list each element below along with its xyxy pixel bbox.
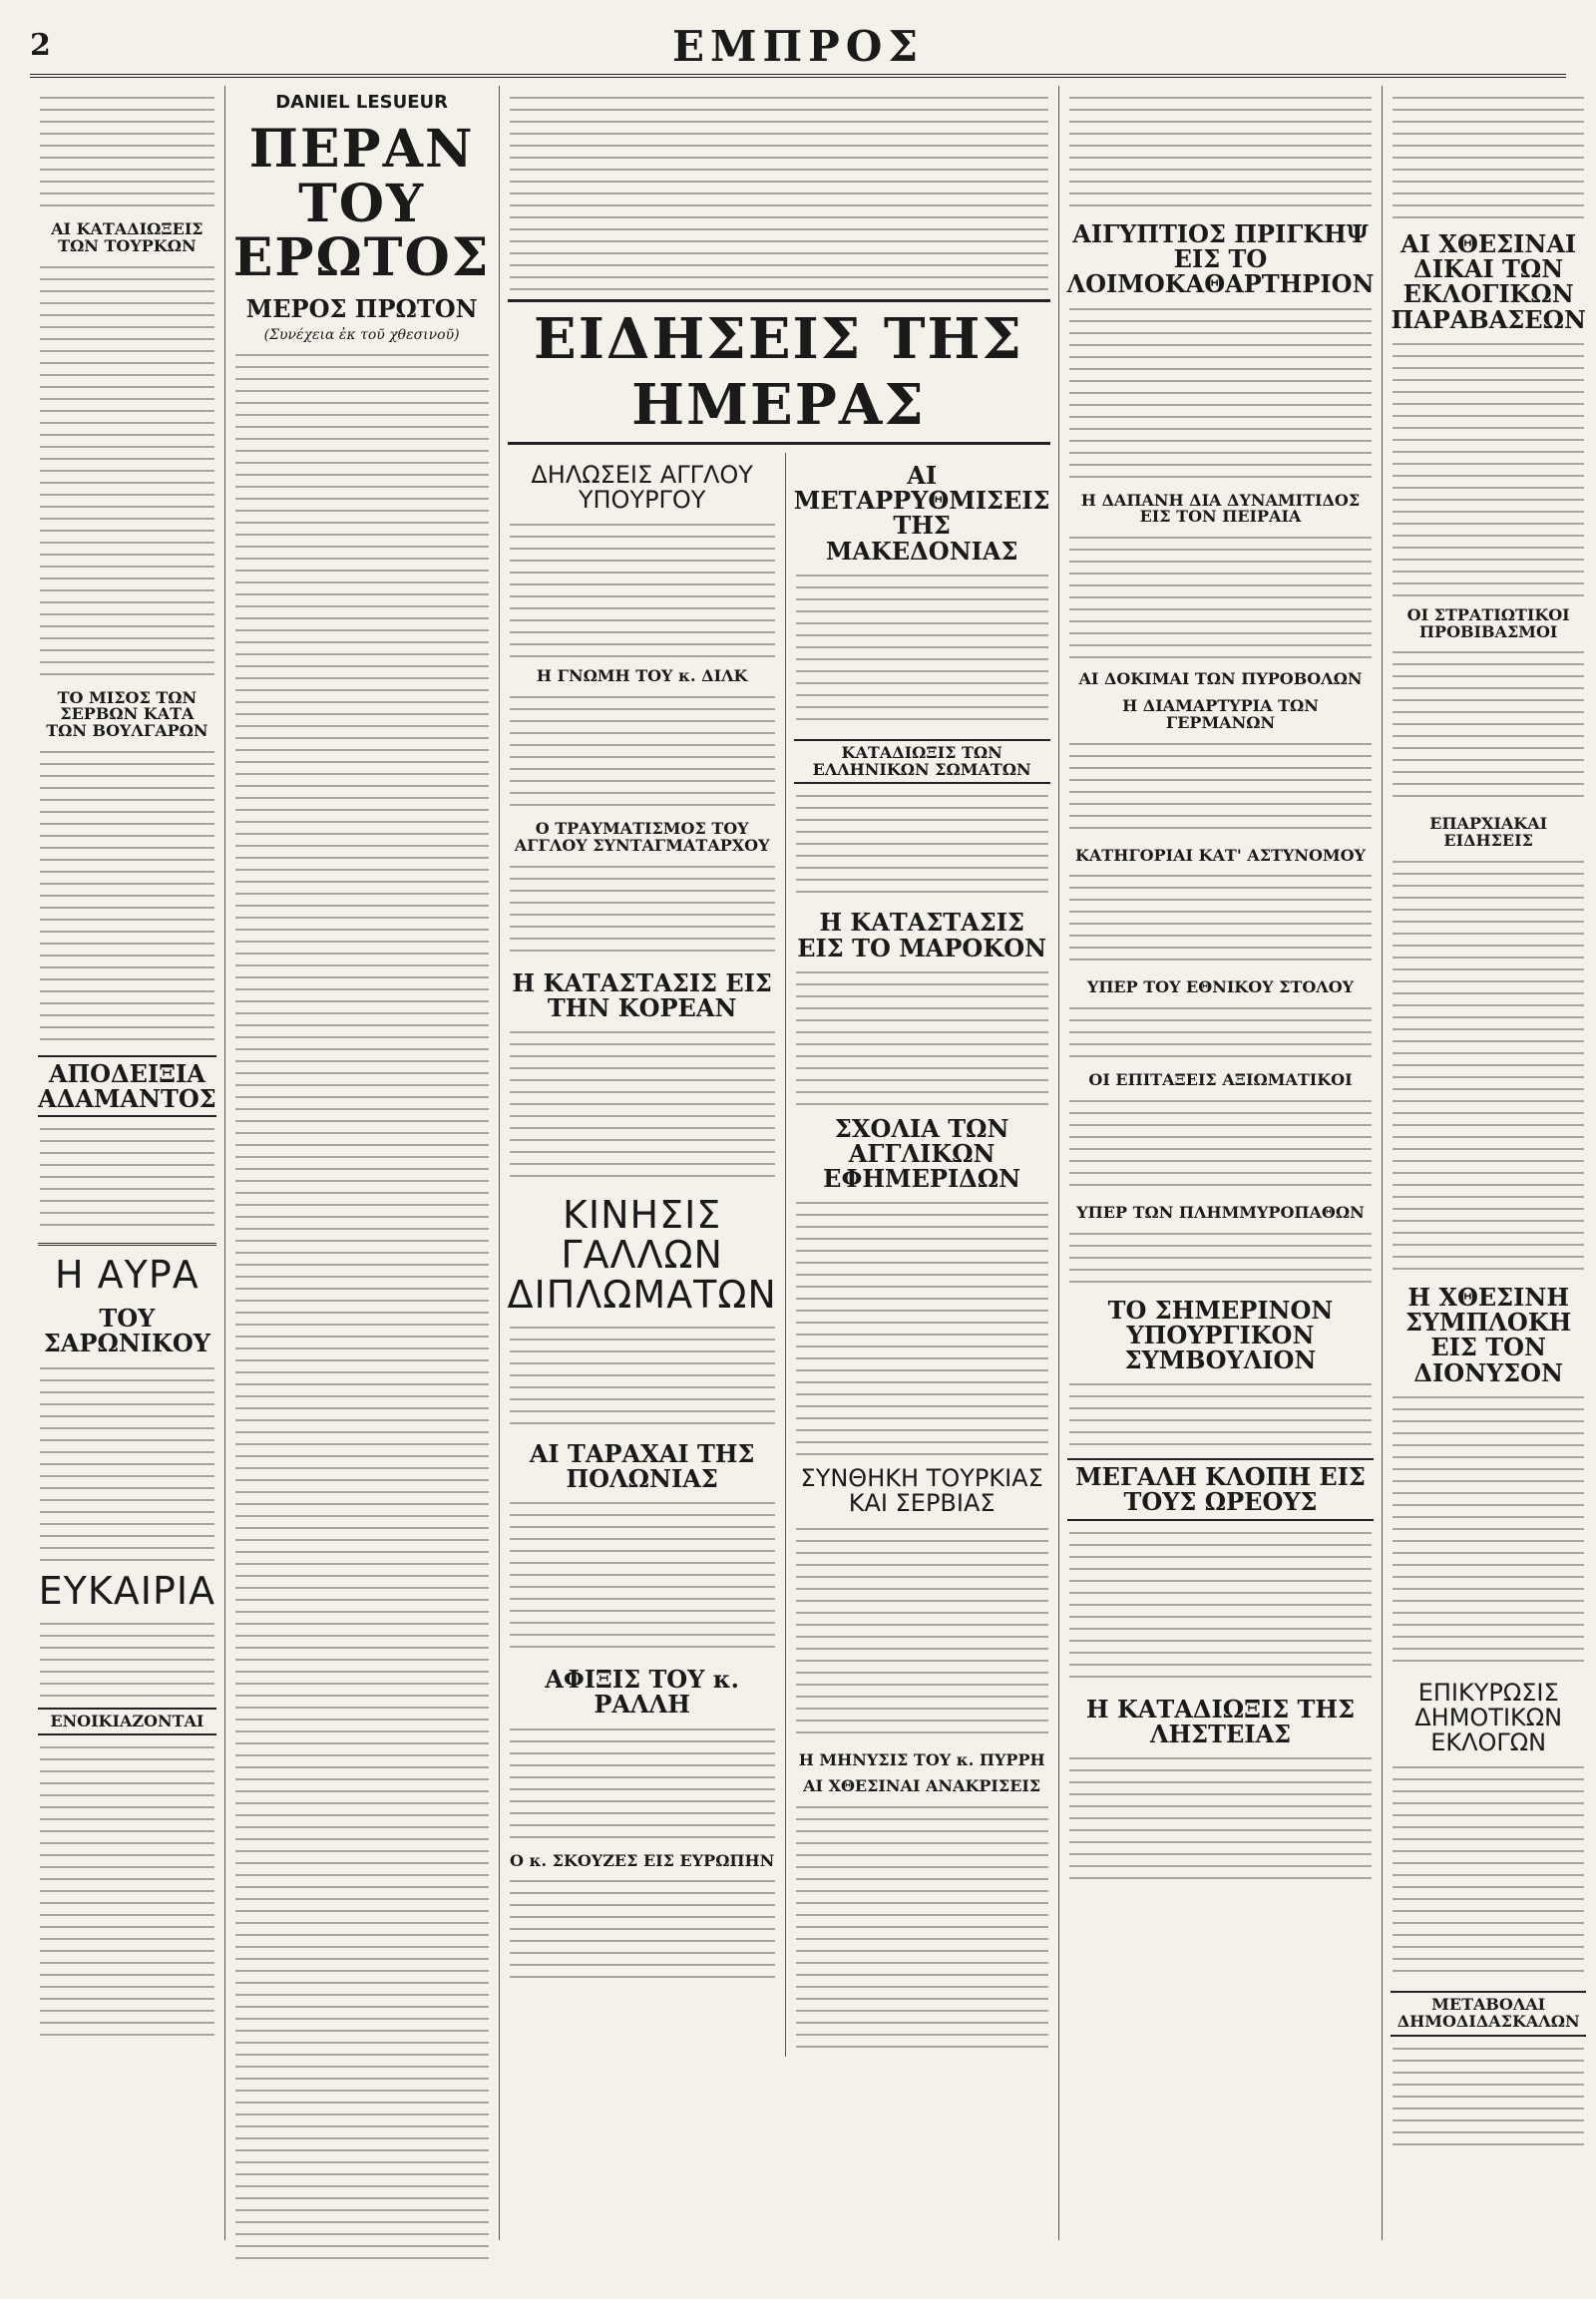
serial-body [235,349,489,2264]
article-body [1069,303,1373,483]
article-body [1393,92,1583,221]
article-body [510,92,1048,291]
article-body [1393,856,1583,1275]
headline: Η ΚΑΤΑΣΤΑΣΙΣ ΕΙΣ ΤΟ ΜΑΡΟΚΟΝ [797,908,1047,962]
headline: ΥΠΕΡ ΤΟΥ ΕΘΝΙΚΟΥ ΣΤΟΛΟΥ [1086,977,1355,997]
article-body [510,691,775,811]
column-5 [1059,86,1384,2240]
column-2 [225,86,500,2240]
article-body [1069,1095,1373,1195]
article-body [510,519,775,658]
headline: ΑΙ ΤΑΡΑΧΑΙ ΤΗΣ ΠΟΛΩΝΙΑΣ [529,1438,755,1493]
article-body [40,261,214,680]
headline: Η ΧΘΕΣΙΝΗ ΣΥΜΠΛΟΚΗ ΕΙΣ ΤΟΝ ΔΙΟΝΥΣΟΝ [1404,1282,1572,1387]
article-body [1069,92,1373,211]
headline: ΣΥΝΘΗΚΗ ΤΟΥΡΚΙΑΣ ΚΑΙ ΣΕΡΒΙΑΣ [800,1464,1043,1518]
article-body [510,1724,775,1843]
article-body [796,1801,1048,2051]
headline: ΑΙ ΚΑΤΑΔΙΩΞΕΙΣ ΤΩΝ ΤΟΥΡΚΩΝ [51,219,203,255]
article-body [796,1523,1048,1742]
headline: ΔΗΛΩΣΕΙΣ ΑΓΓΛΟΥ ΥΠΟΥΡΓΟΥ [531,461,753,515]
headline: ΟΙ ΕΠΙΤΑΞΕΙΣ ΑΞΙΩΜΑΤΙΚΟΙ [1088,1070,1353,1090]
headline: ΚΙΝΗΣΙΣ ΓΑΛΛΩΝ ΔΙΠΛΩΜΑΤΩΝ [507,1193,777,1317]
article-body [796,1197,1048,1456]
serial-title: ΠΕΡΑΝ ΤΟΥ ΕΡΩΤΟΣ [232,119,491,289]
headline: Ο κ. ΣΚΟΥΖΕΣ ΕΙΣ ΕΥΡΩΠΗΝ [510,1850,775,1870]
headline: ΤΟΥ ΣΑΡΩΝΙΚΟΥ [43,1304,210,1358]
headline: ΕΠΑΡΧΙΑΚΑΙ ΕΙΔΗΣΕΙΣ [1429,814,1548,851]
headline: ΟΙ ΣΤΡΑΤΙΩΤΙΚΟΙ ΠΡΟΒΙΒΑΣΜΟΙ [1406,604,1570,641]
newspaper-title: ΕΜΠΡΟΣ [671,22,925,71]
article-body [1393,1761,1583,1981]
headline: ΑΙΓΥΠΤΙΟΣ ΠΡΙΓΚΗΨ ΕΙΣ ΤΟ ΛΟΙΜΟΚΑΘΑΡΤΗΡΙΟΝ [1066,219,1375,299]
article-body [1393,646,1583,806]
news-column-a [508,453,786,2057]
headline: Η ΚΑΤΑΔΙΩΞΙΣ ΤΗΣ ΛΗΣΤΕΙΑΣ [1085,1694,1356,1748]
page-number: 2 [30,28,51,63]
article-body [40,92,214,211]
article-body [1069,1228,1373,1288]
article-body [1393,338,1583,597]
headline: ΕΠΙΚΥΡΩΣΙΣ ΔΗΜΟΤΙΚΩΝ ΕΚΛΟΓΩΝ [1414,1678,1563,1757]
article-body [40,746,214,1045]
headline: ΜΕΤΑΒΟΛΑΙ ΔΗΜΟΔΙΔΑΣΚΑΛΩΝ [1391,1991,1585,2037]
article-body [40,1618,214,1698]
headline: Η ΚΑΤΑΣΤΑΣΙΣ ΕΙΣ ΤΗΝ ΚΟΡΕΑΝ [512,967,772,1022]
article-body [40,1362,214,1562]
headline: ΕΥΚΑΙΡΙΑ [38,1568,216,1613]
article-body [1393,2043,1583,2152]
article-body [510,861,775,960]
article-body [510,1026,775,1186]
column-6 [1383,86,1593,2240]
article-body [1069,1752,1373,1882]
headline: Η ΔΑΠΑΝΗ ΔΙΑ ΔΥΝΑΜΙΤΙΔΟΣ ΕΙΣ ΤΟΝ ΠΕΙΡΑΙΑ [1080,490,1361,527]
article-body [1393,1391,1583,1671]
article-body [1069,738,1373,838]
article-body [40,1741,214,2041]
headline: ΑΙ ΔΟΚΙΜΑΙ ΤΩΝ ΠΥΡΟΒΟΛΩΝ [1078,669,1363,689]
headline: Η ΓΝΩΜΗ ΤΟΥ κ. ΔΙΛΚ [536,666,748,686]
headline: ΜΕΓΑΛΗ ΚΛΟΠΗ ΕΙΣ ΤΟΥΣ ΩΡΕΟΥΣ [1067,1458,1375,1520]
article-body [1069,1527,1373,1687]
headline: ΑΠΟΔΕΙΞΙΑ ΑΔΑΜΑΝΤΟΣ [38,1055,216,1117]
headline: ΑΦΙΞΙΣ ΤΟΥ κ. ΡΑΛΛΗ [545,1665,740,1720]
headline: Η ΑΥΡΑ [54,1253,200,1298]
headline: Ο ΤΡΑΥΜΑΤΙΣΜΟΣ ΤΟΥ ΑΓΓΛΟΥ ΣΥΝΤΑΓΜΑΤΑΡΧΟΥ [514,819,770,855]
article-body [796,790,1048,900]
headline: ΤΟ ΜΙΣΟΣ ΤΩΝ ΣΕΡΒΩΝ ΚΑΤΑ ΤΩΝ ΒΟΥΛΓΑΡΩΝ [46,687,208,741]
article-body [1069,1378,1373,1448]
columns [30,86,1586,2240]
article-body [510,1875,775,1985]
news-section [500,86,1059,2240]
article-body [796,570,1048,729]
serial-part: ΜΕΡΟΣ ΠΡΩΤΟΝ [245,293,478,323]
headline: Η ΜΗΝΥΣΙΣ ΤΟΥ κ. ΠΥΡΡΗ [798,1749,1045,1769]
headline: ΚΑΤΗΓΟΡΙΑΙ ΚΑΤ' ΑΣΤΥΝΟΜΟΥ [1074,845,1366,865]
news-column-b [786,453,1050,2057]
article-body [40,1123,214,1233]
newspaper-page [30,22,1586,2246]
headline: ΑΙ ΧΘΕΣΙΝΑΙ ΔΙΚΑΙ ΤΩΝ ΕΚΛΟΓΙΚΩΝ ΠΑΡΑΒΑΣΕΩΝ [1391,229,1586,334]
headline: ΑΙ ΜΕΤΑΡΡΥΘΜΙΣΕΙΣ ΤΗΣ ΜΑΚΕΔΟΝΙΑΣ [793,461,1050,566]
headline: ΕΝΟΙΚΙΑΖΟΝΤΑΙ [38,1708,216,1736]
headline: ΤΟ ΣΗΜΕΡΙΝΟΝ ΥΠΟΥΡΓΙΚΟΝ ΣΥΜΒΟΥΛΙΟΝ [1107,1295,1334,1375]
headline: ΣΧΟΛΙΑ ΤΩΝ ΑΓΓΛΙΚΩΝ ΕΦΗΜΕΡΙΔΩΝ [823,1113,1021,1194]
article-body [796,966,1048,1106]
headline: ΚΑΤΑΔΙΩΞΙΣ ΤΩΝ ΕΛΛΗΝΙΚΩΝ ΣΩΜΑΤΩΝ [794,739,1050,785]
serial-subtitle: (Συνέχεια ἐκ τοῦ χθεσινοῦ) [263,326,460,343]
article-body [1069,1002,1373,1062]
article-body [510,1497,775,1657]
article-body [510,1322,775,1431]
article-body [1069,532,1373,661]
headline: ΥΠΕΡ ΤΩΝ ΠΛΗΜΜΥΡΟΠΑΘΩΝ [1076,1202,1365,1222]
column-1 [30,86,225,2240]
article-body [1069,870,1373,969]
headline: Η ΔΙΑΜΑΡΤΥΡΙΑ ΤΩΝ ΓΕΡΜΑΝΩΝ [1122,695,1319,732]
author: DANIEL LESUEUR [275,92,449,113]
masthead [30,22,1566,78]
section-banner: ΕΙΔΗΣΕΙΣ ΤΗΣ ΗΜΕΡΑΣ [508,299,1050,445]
headline: ΑΙ ΧΘΕΣΙΝΑΙ ΑΝΑΚΡΙΣΕΙΣ [803,1776,1041,1796]
